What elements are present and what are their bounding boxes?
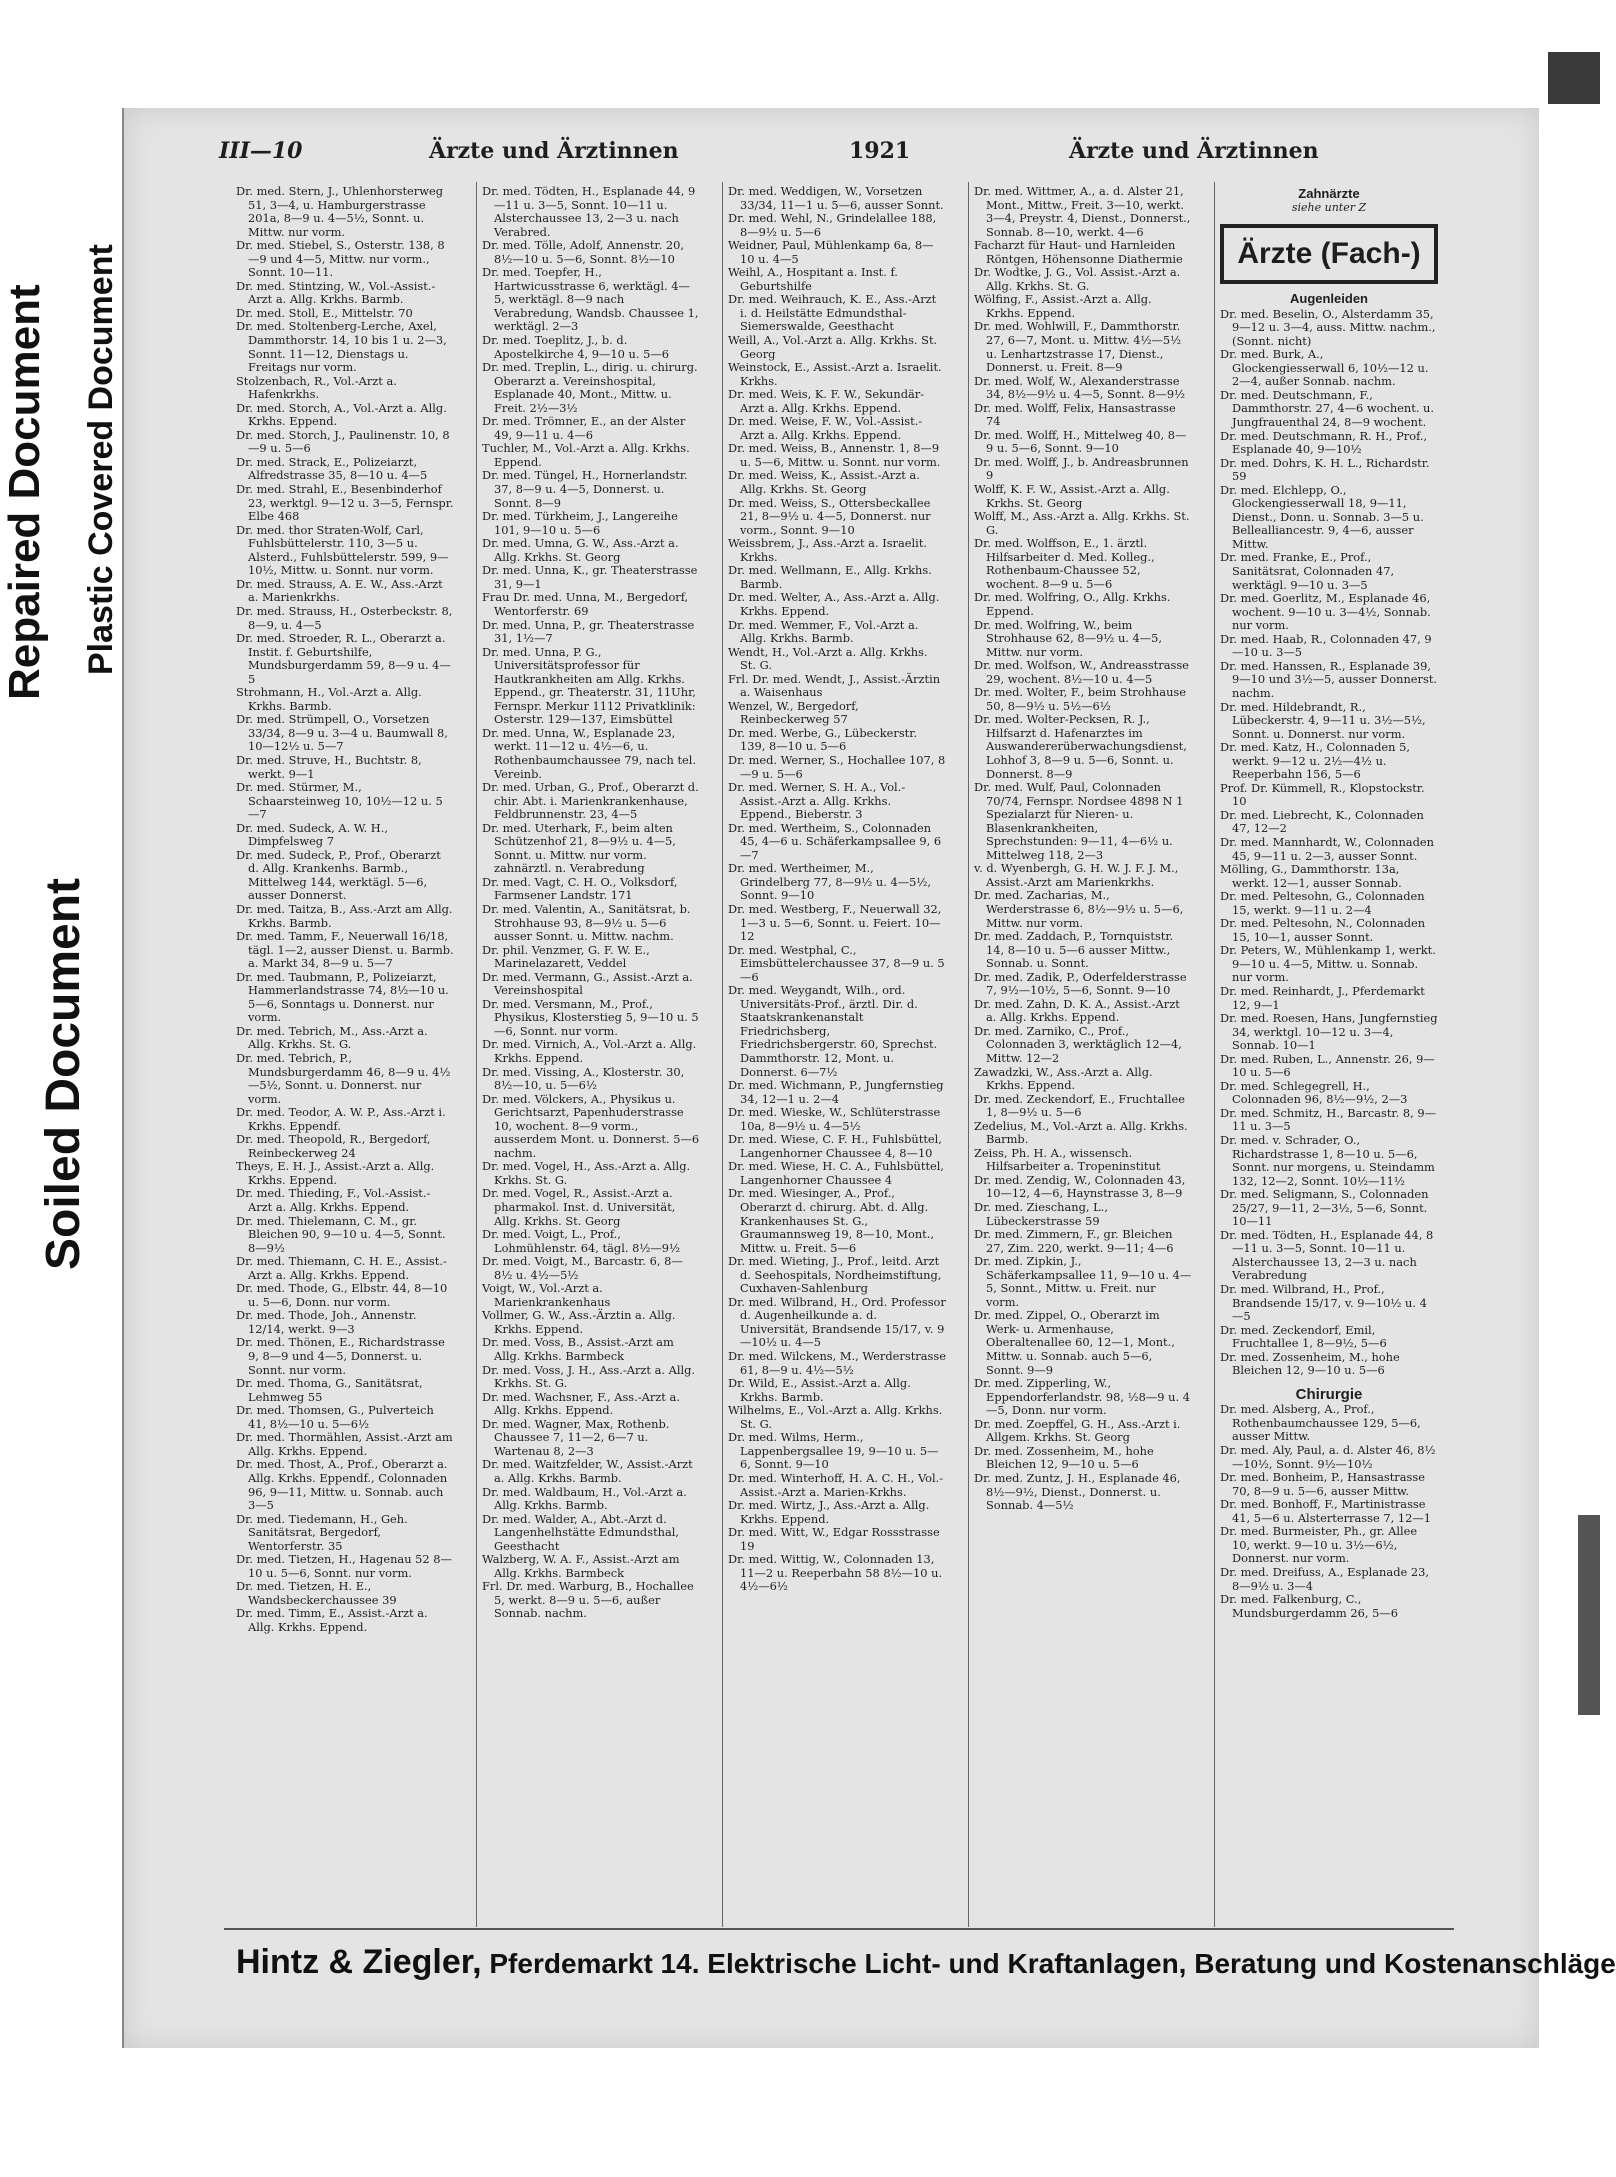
directory-entry: Dr. med. Tebrich, P., Mundsburgerdamm 46, 8—9 u. 4½—5½, Sonnt. u. Donnerst. nur vorm. xyxy=(236,1051,451,1106)
side-label-plastic: Plastic Covered Document xyxy=(82,244,120,675)
directory-entry: Dr. med. Voigt, L., Prof., Lohmühlenstr. 64, tägl. 8½—9½ xyxy=(482,1227,681,1255)
directory-entry: Dr. med. Liebrecht, K., Colonnaden 47, 12—2 xyxy=(1220,807,1424,836)
directory-entry: Dr. med. Tüngel, H., Hornerlandstr. 37, 8—9 u. 4—5, Donnerst. u. Sonnt. 8—9 xyxy=(482,468,688,510)
directory-entry: Dr. med. Valentin, A., Sanitätsrat, b. Strohhause 93, 8—9½ u. 5—6 ausser Sonnt. u. Mittw. nachm. xyxy=(482,901,691,944)
directory-entry: Dr. med. Tiedemann, H., Geh. Sanitätsrat, Bergedorf, Wentorferstr. 35 xyxy=(236,1511,408,1553)
page-number: III—10 xyxy=(219,138,303,164)
directory-entry: Dr. med. Unna, P., gr. Theaterstrasse 31, 1½—7 xyxy=(482,617,695,646)
directory-entry: Dr. med. Deutschmann, F., Dammthorstr. 27, 4—6 wochent. u. Jungfrauenthal 24, 8—9 wochent. xyxy=(1220,387,1435,430)
directory-entry: Dr. med. Türkheim, J., Langereihe 101, 9—10 u. 5—6 xyxy=(482,509,678,537)
directory-entry: Dr. med. Weise, F. W., Vol.-Assist.-Arzt a. Allg. Krkhs. Eppend. xyxy=(728,414,923,442)
directory-entry: Dr. med. Wolter, F., beim Strohhause 50, 8—9½ u. 5½—6½ xyxy=(974,685,1186,713)
directory-entry: Dr. med. Thielemann, C. M., gr. Bleichen 90, 9—10 u. 4—5, Sonnt. 8—9½ xyxy=(236,1213,446,1255)
directory-entry: Dr. med. Wilms, Herm., Lappenbergsallee 19, 9—10 u. 5—6, Sonnt. 9—10 xyxy=(728,1430,939,1472)
directory-entry: Weihl, A., Hospitant a. Inst. f. Geburtshilfe xyxy=(728,265,898,293)
directory-entry: Dr. med. Vogel, R., Assist.-Arzt a. pharmakol. Inst. d. Universität, Allg. Krkhs. St. Georg xyxy=(482,1186,676,1228)
directory-entry: Dr. med. Teodor, A. W. P., Ass.-Arzt i. Krkhs. Eppendf. xyxy=(236,1105,446,1133)
directory-entry: Dr. med. Theopold, R., Bergedorf, Reinbeckerweg 24 xyxy=(236,1132,431,1160)
directory-entry: Dr. med. Völckers, A., Physikus u. Gerichtsarzt, Papenhuderstrasse 10, wochent. 8—9 vorm., ausserdem Mont. u. Donnerst. 5—6 nachm. xyxy=(482,1091,700,1160)
section-title-zahnaerzte: Zahnärzte xyxy=(1298,186,1360,201)
directory-entry: Dr. med. Tödten, H., Esplanade 44, 9—11 u. 3—5, Sonnt. 10—11 u. Alsterchaussee 13, 2—3 u. nach Verabred. xyxy=(482,184,696,239)
directory-entry: Dr. med. Vagt, C. H. O., Volksdorf, Farmsener Landstr. 171 xyxy=(482,874,678,903)
directory-entry: Dr. med. Wolff, J., b. Andreasbrunnen 9 xyxy=(974,454,1189,483)
directory-entry: Dr. med. Vissing, A., Klosterstr. 30, 8½—10, u. 5—6½ xyxy=(482,1064,685,1093)
directory-entry: Dr. med. Tödten, H., Esplanade 44, 8—11 u. 3—5, Sonnt. 10—11 u. Alsterchaussee 13, 2—3 u. nach Verabredung xyxy=(1220,1227,1434,1283)
directory-entry: Dr. med. Tietzen, H. E., Wandsbeckerchaussee 39 xyxy=(236,1579,397,1607)
directory-entry: Dr. med. Stintzing, W., Vol.-Assist.-Arzt a. Allg. Krkhs. Barmb. xyxy=(236,278,436,307)
directory-entry: Dr. med. Aly, Paul, a. d. Alster 46, 8½—10½, Sonnt. 9½—10½ xyxy=(1220,1443,1436,1471)
directory-entry: Weissbrem, J., Ass.-Arzt a. Israelit. Krkhs. xyxy=(728,536,928,564)
directory-entry: Dr. med. Dreifuss, A., Esplanade 23, 8—9½ u. 3—4 xyxy=(1220,1564,1429,1593)
directory-entry: Weidner, Paul, Mühlenkamp 6a, 8—10 u. 4—5 xyxy=(728,238,934,266)
directory-entry: Dr. med. Zieschang, L., Lübeckerstrasse 59 xyxy=(974,1200,1108,1228)
directory-entry: Dr. med. Voigt, M., Barcastr. 6, 8—8½ u. 4½—5½ xyxy=(482,1254,683,1282)
running-head-right: Ärzte und Ärztinnen xyxy=(1069,138,1319,164)
directory-entry: Dr. med. Treplin, L., dirig. u. chirurg. Oberarzt a. Vereinshospital, Esplanade 40, Mont., Mittw. u. Freit. 2½—3½ xyxy=(482,360,698,415)
directory-entry: Voigt, W., Vol.-Arzt a. Marienkrankenhaus xyxy=(482,1281,611,1309)
directory-entry: Dr. med. Stoltenberg-Lerche, Axel, Dammthorstr. 14, 10 bis 1 u. 2—3, Sonnt. 11—12, Dienstags u. Freitags nur vorm. xyxy=(236,319,447,375)
directory-entry: Weill, A., Vol.-Arzt a. Allg. Krkhs. St. Georg xyxy=(728,333,938,361)
directory-entry: Dr. med. Weiss, K., Assist.-Arzt a. Allg. Krkhs. St. Georg xyxy=(728,468,920,497)
directory-entry: Dr. med. Thode, Joh., Annenstr. 12/14, werkt. 9—3 xyxy=(236,1308,417,1336)
chirurgie-list xyxy=(1220,1403,1438,1620)
directory-entry: Dr. med. Unna, P. G., Universitätsprofessor für Hautkrankheiten am Allg. Krkhs. Eppend., gr. Theaterstr. 31, 11Uhr, Fernspr. Merkur 1112 Privatklinik: Osterstr. 129—137, Eimsbüttel xyxy=(482,644,696,727)
directory-entry: Dr. med. Wolf, W., Alexanderstrasse 34, 8½—9½ u. 4—5, Sonnt. 8—9½ xyxy=(974,373,1186,402)
directory-entry: Dr. med. Toepfer, H., Hartwicusstrasse 6, werktägl. 4—5, werktägl. 8—9 nach Verabredung, Wandsb. Chaussee 1, werktägl. 2—3 xyxy=(482,265,699,334)
directory-entry: Dr. med. Bonhoff, F., Martinistrasse 41, 5—6 u. Alsterterrasse 7, 12—1 xyxy=(1220,1497,1431,1525)
directory-entry: Dr. med. Stiebel, S., Osterstr. 138, 8—9 und 4—5, Mittw. nur vorm., Sonnt. 10—11. xyxy=(236,238,445,280)
directory-entry: Dr. med. Weiss, S., Ottersbeckallee 21, 8—9½ u. 4—5, Donnerst. nur vorm., Sonnt. 9—10 xyxy=(728,495,931,537)
directory-entry: Dr. med. Zossenheim, M., hohe Bleichen 12, 9—10 u. 5—6 xyxy=(1220,1349,1400,1378)
directory-entry: Dr. med. Stürmer, M., Schaarsteinweg 10, 10½—12 u. 5—7 xyxy=(236,780,443,822)
directory-entry: Dr. med. thor Straten-Wolf, Carl, Fuhlsbüttelerstr. 110, 3—5 u. Alsterd., Fuhlsbüttelerstr. 599, 9—10½, Mittw. u. Sonnt. nur vorm. xyxy=(236,522,449,578)
directory-entry: Dr. med. Thormählen, Assist.-Arzt am Allg. Krkhs. Eppend. xyxy=(236,1430,453,1458)
directory-entry: Dr. med. Voss, B., Assist.-Arzt am Allg. Krkhs. Barmbeck xyxy=(482,1335,674,1364)
directory-entry: Dr. med. Wilbrand, H., Prof., Brandsende 15/17, v. 9—10½ u. 4—5 xyxy=(1220,1282,1427,1324)
directory-entry: Dr. med. Zaddach, P., Tornquiststr. 14, 8—10 u. 5—6 ausser Mittw., Sonnab. u. Sonnt. xyxy=(974,929,1174,971)
directory-column-3 xyxy=(728,185,946,1594)
directory-entry: Facharzt für Haut- und Harnleiden Röntgen, Höhensonne Diathermie xyxy=(974,238,1183,266)
directory-entry: Dr. med. Sudeck, A. W. H., Dimpfelsweg 7 xyxy=(236,820,388,849)
directory-entry: Dr. med. Seligmann, S., Colonnaden 25/27, 9—11, 2—3½, 5—6, Sonnt. 10—11 xyxy=(1220,1187,1429,1229)
directory-entry: Dr. med. Wertheim, S., Colonnaden 45, 4—6 u. Schäferkampsallee 9, 6—7 xyxy=(728,820,942,862)
directory-entry: Dr. med. Taubmann, P., Polizeiarzt, Hammerlandstrasse 74, 8½—10 u. 5—6, Sonntags u. Donnerst. nur vorm. xyxy=(236,969,449,1025)
directory-entry: Zeiss, Ph. H. A., wissensch. Hilfsarbeiter a. Tropeninstitut xyxy=(974,1145,1161,1174)
directory-entry: Dr. phil. Venzmer, G. F. W. E., Marinelazarett, Veddel xyxy=(482,942,650,971)
directory-entry: Dr. med. Weihrauch, K. E., Ass.-Arzt i. d. Heilstätte Edmundsthal-Siemerswalde, Geesthacht xyxy=(728,292,937,334)
directory-entry: Dr. med. Wolter-Pecksen, R. J., Hilfsarzt d. Hafenarztes im Auswandererüberwachungsdienst, Lohhof 3, 8—9 u. 5—6, Sonnt. u. Donnerst. 8—9 xyxy=(974,712,1187,781)
directory-entry: Dr. med. Wolff, H., Mittelweg 40, 8—9 u. 5—6, Sonnt. 9—10 xyxy=(974,427,1187,456)
directory-entry: Dr. med. Weddigen, W., Vorsetzen 33/34, 11—1 u. 5—6, ausser Sonnt. xyxy=(728,184,944,212)
directory-entry: Dr. med. Wilckens, M., Werderstrasse 61, 8—9 u. 4½—5½ xyxy=(728,1349,946,1377)
directory-entry: Dr. med. Walder, A., Abt.-Arzt d. Langenhelhstätte Edmundsthal, Geesthacht xyxy=(482,1511,680,1553)
directory-entry: Strohmann, H., Vol.-Arzt a. Allg. Krkhs. Barmb. xyxy=(236,685,422,713)
directory-entry: Dr. med. Thomsen, G., Pulverteich 41, 8½—10 u. 5—6½ xyxy=(236,1403,434,1431)
directory-entry: Dr. med. Tietzen, H., Hagenau 52 8—10 u. 5—6, Sonnt. nur vorm. xyxy=(236,1552,452,1580)
directory-entry: Dr. med. Unna, K., gr. Theaterstrasse 31, 9—1 xyxy=(482,563,698,591)
directory-entry: Dr. Wodtke, J. G., Vol. Assist.-Arzt a. Allg. Krkhs. St. G. xyxy=(974,265,1181,293)
directory-entry: Dr. med. Tebrich, M., Ass.-Arzt a. Allg. Krkhs. St. G. xyxy=(236,1023,428,1052)
directory-entry: Dr. med. Virnich, A., Vol.-Arzt a. Allg. Krkhs. Eppend. xyxy=(482,1037,697,1065)
directory-entry: Frl. Dr. med. Wendt, J., Assist.-Ärztin a. Waisenhaus xyxy=(728,671,941,700)
subsection-chirurgie: Chirurgie xyxy=(1295,1385,1363,1403)
directory-entry: Dr. Peters, W., Mühlenkamp 1, werkt. 9—10 u. 4—5, Mittw. u. Sonnab. nur vorm. xyxy=(1220,943,1436,985)
directory-entry: Dr. med. Wolff, Felix, Hansastrasse 74 xyxy=(974,400,1176,429)
directory-entry: Dr. med. Wiese, C. F. H., Fuhlsbüttel, Langenhorner Chaussee 4, 8—10 xyxy=(728,1132,942,1160)
directory-entry: Dr. med. Wolfson, W., Andreasstrasse 29, wochent. 8½—10 u. 4—5 xyxy=(974,658,1189,686)
directory-entry: Dr. med. Zeckendorf, E., Fruchtallee 1, 8—9½ u. 5—6 xyxy=(974,1091,1186,1120)
directory-entry: Dr. med. Thönen, E., Richardstrasse 9, 8—9 und 4—5, Donnerst. u. Sonnt. nur vorm. xyxy=(236,1335,445,1377)
directory-entry: Dr. med. Wilbrand, H., Ord. Professor d. Augenheilkunde a. d. Universität, Brandsende 15/17, v. 9—10½ u. 4—5 xyxy=(728,1294,946,1350)
directory-entry: Dr. med. Schlegegrell, H., Colonnaden 96, 8½—9½, 2—3 xyxy=(1220,1078,1408,1107)
directory-entry: Dr. med. Beselin, O., Alsterdamm 35, 9—12 u. 3—4, auss. Mittw. nachm., (Sonnt. nicht) xyxy=(1220,306,1436,348)
advertisement-footer xyxy=(236,1943,1616,1987)
directory-entry: Wölfing, F., Assist.-Arzt a. Allg. Krkhs. Eppend. xyxy=(974,292,1152,320)
directory-entry: Dr. med. Burk, A., Glockengiesserwall 6, 10½—12 u. 2—4, außer Sonnab. nachm. xyxy=(1220,347,1429,389)
directory-entry: Dr. med. Wehl, N., Grindelallee 188, 8—9½ u. 5—6 xyxy=(728,211,937,239)
directory-entry: Walzberg, W. A. F., Assist.-Arzt am Allg. Krkhs. Barmbeck xyxy=(482,1552,680,1580)
directory-entry: Dr. med. Wertheimer, M., Grindelberg 77, 8—9½ u. 4—5½, Sonnt. 9—10 xyxy=(728,861,931,903)
directory-entry: Zedelius, M., Vol.-Arzt a. Allg. Krkhs. Barmb. xyxy=(974,1118,1188,1147)
directory-entry: Dr. med. Franke, E., Prof., Sanitätsrat, Colonnaden 47, werktägl. 9—10 u. 3—5 xyxy=(1220,550,1395,592)
directory-entry: Dr. med. Wohlwill, F., Dammthorstr. 27, 6—7, Mont. u. Mittw. 4½—5½ u. Lenhartzstrasse 17, Dienst., Donnerst. u. Freit. 8—9 xyxy=(974,319,1182,375)
directory-entry: Dr. med. Vogel, H., Ass.-Arzt a. Allg. Krkhs. St. G. xyxy=(482,1159,691,1187)
directory-entry: Dr. med. Zeckendorf, Emil, Fruchtallee 1, 8—9½, 5—6 xyxy=(1220,1322,1387,1351)
directory-entry: v. d. Wyenbergh, G. H. W. J. F. J. M., Assist.-Arzt am Marienkrkhs. xyxy=(974,861,1179,889)
directory-entry: Dr. med. Stern, J., Uhlenhorsterweg 51, 3—4, u. Hamburgerstrasse 201a, 8—9 u. 4—5½, Sonnt. u. Mittw. nur vorm. xyxy=(236,184,444,239)
directory-entry: Tuchler, M., Vol.-Arzt a. Allg. Krkhs. Eppend. xyxy=(482,441,690,469)
directory-entry: Dr. med. Werbe, G., Lübeckerstr. 139, 8—10 u. 5—6 xyxy=(728,725,918,754)
corner-mark xyxy=(1548,52,1600,104)
directory-entry: Dr. med. Thost, A., Prof., Oberarzt a. Allg. Krkhs. Eppendf., Colonnaden 96, 9—11, Mittw. u. Sonnab. auch 3—5 xyxy=(236,1457,448,1513)
directory-entry: Dr. med. Bonheim, P., Hansastrasse 70, 8—9 u. 5—6, ausser Mittw. xyxy=(1220,1470,1425,1498)
directory-column-2 xyxy=(482,185,700,1621)
directory-entry: Dr. med. Burmeister, Ph., gr. Allee 10, werkt. 9—10 u. 3½—6½, Donnerst. nur vorm. xyxy=(1220,1524,1418,1566)
column-divider xyxy=(476,182,477,1927)
directory-entry: Dr. med. Uterhark, F., beim alten Schützenhof 21, 8—9½ u. 4—5, Sonnt. u. Mittw. nur vorm. zahnärztl. n. Verabredung xyxy=(482,820,676,876)
directory-entry: Dr. med. Wulf, Paul, Colonnaden 70/74, Fernspr. Nordsee 4898 N 1 Spezialarzt für Nieren- u. Blasenkrankheiten, Sprechstunden: 9—11, 4—6½ u. Mittelweg 118, 2—3 xyxy=(974,780,1184,862)
directory-entry: Dr. med. Wieting, J., Prof., leitd. Arzt d. Seehospitals, Nordheimstiftung, Cuxhaven-Sahlenburg xyxy=(728,1254,942,1296)
directory-entry: Dr. med. Hanssen, R., Esplanade 39, 9—10 und 3½—5, ausser Donnerst. nachm. xyxy=(1220,658,1438,700)
directory-entry: Dr. Wild, E., Assist.-Arzt a. Allg. Krkhs. Barmb. xyxy=(728,1376,911,1404)
directory-entry: Dr. med. Zimmern, F., gr. Bleichen 27, Zim. 220, werkt. 9—11; 4—6 xyxy=(974,1227,1174,1255)
column-divider xyxy=(722,182,723,1927)
directory-entry: Dr. med. Schmitz, H., Barcastr. 8, 9—11 u. 3—5 xyxy=(1220,1105,1436,1134)
directory-entry: Dr. med. Alsberg, A., Prof., Rothenbaumchaussee 129, 5—6, ausser Mittw. xyxy=(1220,1402,1421,1444)
directory-entry: Dr. med. Strümpell, O., Vorsetzen 33/34, 8—9 u. 3—4 u. Baumwall 8, 10—12½ u. 5—7 xyxy=(236,712,448,754)
directory-entry: Dr. med. Wichmann, P., Jungfernstieg 34, 12—1 u. 2—4 xyxy=(728,1078,944,1106)
directory-entry: Zawadzki, W., Ass.-Arzt a. Allg. Krkhs. Eppend. xyxy=(974,1064,1153,1093)
directory-entry: Dr. med. Thieding, F., Vol.-Assist.-Arzt a. Allg. Krkhs. Eppend. xyxy=(236,1186,431,1215)
side-label-repaired: Repaired Document xyxy=(0,284,49,700)
directory-entry: Dr. med. Thode, G., Elbstr. 44, 8—10 u. 5—6, Donn. nur vorm. xyxy=(236,1281,448,1309)
scanned-page xyxy=(122,108,1616,2048)
directory-entry: Dr. med. Strauss, H., Osterbeckstr. 8, 8—9, u. 4—5 xyxy=(236,603,453,632)
directory-entry: Dr. med. Strahl, E., Besenbinderhof 23, werktgl. 9—12 u. 3—5, Fernspr. Elbe 468 xyxy=(236,482,454,524)
directory-entry: Dr. med. Struve, H., Buchtstr. 8, werkt. 9—1 xyxy=(236,752,422,781)
column-divider xyxy=(968,182,969,1927)
directory-entry: Dr. med. Wemmer, F., Vol.-Arzt a. Allg. Krkhs. Barmb. xyxy=(728,617,919,646)
directory-entry: Dr. med. Wagner, Max, Rothenb. Chaussee 7, 11—2, 6—7 u. Wartenau 8, 2—3 xyxy=(482,1416,670,1458)
directory-entry: Dr. med. Unna, W., Esplanade 23, werkt. 11—12 u. 4½—6, u. Rothenbaumchaussee 79, nach tel. Vereinb. xyxy=(482,725,697,781)
directory-entry: Mölling, G., Dammthorstr. 13a, werkt. 12—1, ausser Sonnab. xyxy=(1220,862,1402,890)
directory-entry: Dr. med. Haab, R., Colonnaden 47, 9—10 u. 3—5 xyxy=(1220,631,1432,660)
directory-entry: Dr. med. v. Schrader, O., Richardstrasse 1, 8—10 u. 5—6, Sonnt. nur morgens, u. Steindamm 132, 12—2, Sonnt. 10½—11½ xyxy=(1220,1133,1435,1188)
directory-entry: Vollmer, G. W., Ass.-Ärztin a. Allg. Krkhs. Eppend. xyxy=(482,1308,676,1336)
directory-entry: Dr. med. Katz, H., Colonnaden 5, werkt. 9—12 u. 2½—4½ u. Reeperbahn 156, 5—6 xyxy=(1220,740,1410,782)
directory-entry: Dr. med. Wellmann, E., Allg. Krkhs. Barmb. xyxy=(728,563,932,591)
directory-entry: Dr. med. Wiese, H. C. A., Fuhlsbüttel, Langenhorner Chaussee 4 xyxy=(728,1159,945,1187)
running-head-year: 1921 xyxy=(849,138,911,164)
directory-entry: Dr. med. Vermann, G., Assist.-Arzt a. Vereinshospital xyxy=(482,969,693,998)
directory-entry: Dr. med. Zipkin, J., Schäferkampsallee 11, 9—10 u. 4—5, Sonnt., Mittw. u. Freit. nur vorm. xyxy=(974,1254,1192,1309)
directory-entry: Stolzenbach, R., Vol.-Arzt a. Hafenkrkhs. xyxy=(236,373,397,402)
directory-entry: Dr. med. Zoepffel, G. H., Ass.-Arzt i. Allgem. Krkhs. St. Georg xyxy=(974,1416,1181,1445)
directory-entry: Dr. med. Sudeck, P., Prof., Oberarzt d. Allg. Krankenhs. Barmb., Mittelweg 144, werktägl. 5—6, ausser Donnerst. xyxy=(236,847,441,903)
directory-entry: Dr. med. Mannhardt, W., Colonnaden 45, 9—11 u. 2—3, ausser Sonnt. xyxy=(1220,834,1434,863)
directory-entry: Wenzel, W., Bergedorf, Reinbeckerweg 57 xyxy=(728,698,859,727)
directory-entry: Dr. med. Wachsner, F., Ass.-Arzt a. Allg. Krkhs. Eppend. xyxy=(482,1389,680,1418)
directory-entry: Dr. med. Wittig, W., Colonnaden 13, 11—2 u. Reeperbahn 58 8½—10 u. 4½—6½ xyxy=(728,1552,943,1594)
subsection-augenleiden: Augenleiden xyxy=(1289,291,1368,307)
side-label-soiled: Soiled Document xyxy=(37,877,90,1270)
directory-entry: Wolff, M., Ass.-Arzt a. Allg. Krkhs. St. G. xyxy=(974,509,1190,537)
directory-entry: Dr. med. Storch, A., Vol.-Arzt a. Allg. Krkhs. Eppend. xyxy=(236,400,447,429)
directory-column-1 xyxy=(236,185,454,1635)
directory-entry: Dr. med. Zossenheim, M., hohe Bleichen 12, 9—10 u. 5—6 xyxy=(974,1443,1154,1472)
directory-entry: Dr. med. Stoll, E., Mittelstr. 70 xyxy=(236,305,413,320)
directory-entry: Dr. med. Wolffson, E., 1. ärztl. Hilfsarbeiter d. Med. Kolleg., Rothenbaum-Chaussee 52, wochent. 8—9 u. 5—6 xyxy=(974,536,1155,591)
directory-entry: Dr. med. Hildebrandt, R., Lübeckerstr. 4, 9—11 u. 3½—5½, Sonnt. u. Donnerst. nur vorm. xyxy=(1220,699,1426,741)
directory-entry: Wolff, K. F. W., Assist.-Arzt a. Allg. Krkhs. St. Georg xyxy=(974,482,1170,510)
directory-entry: Dr. med. Thoma, G., Sanitätsrat, Lehmweg 55 xyxy=(236,1376,423,1404)
directory-entry: Dr. med. Tamm, F., Neuerwall 16/18, tägl. 1—2, ausser Dienst. u. Barmb. a. Markt 34, 8—9 u. 5—7 xyxy=(236,929,454,971)
directory-entry: Dr. med. Zarniko, C., Prof., Colonnaden 3, werktäglich 12—4, Mittw. 12—2 xyxy=(974,1023,1182,1065)
directory-entry: Dr. med. Wiesinger, A., Prof., Oberarzt d. chirurg. Abt. d. Allg. Krankenhauses St. G., Graumannsweg 19, 8—10, Mont., Mittw. u. Freit. 5—6 xyxy=(728,1186,934,1255)
directory-entry: Dr. med. Zadik, P., Oderfelderstrasse 7, 9½—10½, 5—6, Sonnt. 9—10 xyxy=(974,969,1187,998)
directory-entry: Dr. med. Westphal, C., Eimsbüttelerchaussee 37, 8—9 u. 5—6 xyxy=(728,942,945,984)
directory-entry: Dr. med. Westberg, F., Neuerwall 32, 1—3 u. 5—6, Sonnt. u. Feiert. 10—12 xyxy=(728,901,942,944)
directory-entry: Dr. med. Ruben, L., Annenstr. 26, 9—10 u. 5—6 xyxy=(1220,1051,1435,1080)
directory-entry: Frl. Dr. med. Warburg, B., Hochallee 5, werkt. 8—9 u. 5—6, außer Sonnab. nachm. xyxy=(482,1579,694,1621)
directory-entry: Dr. med. Umna, G. W., Ass.-Arzt a. Allg. Krkhs. St. Georg xyxy=(482,536,679,564)
directory-entry: Dr. med. Zendig, W., Colonnaden 43, 10—12, 4—6, Haynstrasse 3, 8—9 xyxy=(974,1172,1186,1201)
directory-entry: Dr. med. Wirtz, J., Ass.-Arzt a. Allg. Krkhs. Eppend. xyxy=(728,1498,930,1526)
section-box-fachaerzte: Ärzte (Fach-) xyxy=(1220,224,1438,284)
directory-entry: Dr. med. Deutschmann, R. H., Prof., Esplanade 40, 9—10½ xyxy=(1220,428,1428,457)
directory-entry: Dr. med. Dohrs, K. H. L., Richardstr. 59 xyxy=(1220,455,1430,484)
column-divider xyxy=(1214,182,1215,1927)
directory-entry: Dr. med. Urban, G., Prof., Oberarzt d. chir. Abt. i. Marienkrankenhause, Feldbrunnenstr. 23, 4—5 xyxy=(482,780,699,822)
directory-entry: Dr. med. Weiss, B., Annenstr. 1, 8—9 u. 5—6, Mittw. u. Sonnt. nur vorm. xyxy=(728,441,941,469)
directory-entry: Dr. med. Waitzfelder, W., Assist.-Arzt a. Allg. Krkhs. Barmb. xyxy=(482,1457,693,1485)
directory-entry: Dr. med. Zipperling, W., Eppendorferlandstr. 98, ½8—9 u. 4—5, Donn. nur vorm. xyxy=(974,1376,1190,1418)
directory-entry: Dr. med. Storch, J., Paulinenstr. 10, 8—9 u. 5—6 xyxy=(236,427,450,456)
directory-entry: Dr. med. Taitza, B., Ass.-Arzt am Allg. Krkhs. Barmb. xyxy=(236,901,453,930)
directory-entry: Dr. med. Weygandt, Wilh., ord. Universitäts-Prof., ärztl. Dir. d. Staatskrankenanstalt Friedrichsberg, Friedrichsbergerstr. 60, Sprechst. Dammthorstr. 12, Mont. u. Donnerst. 6—7½ xyxy=(728,983,938,1079)
section-crossref: siehe unter Z xyxy=(1291,200,1367,214)
directory-entry: Dr. med. Thiemann, C. H. E., Assist.-Arzt a. Allg. Krkhs. Eppend. xyxy=(236,1254,447,1282)
directory-entry: Dr. med. Reinhardt, J., Pferdemarkt 12, 9—1 xyxy=(1220,983,1425,1012)
directory-entry: Dr. med. Winterhoff, H. A. C. H., Vol.-Assist.-Arzt a. Marien-Krkhs. xyxy=(728,1470,944,1499)
directory-entry: Dr. med. Toeplitz, J., b. d. Apostelkirche 4, 9—10 u. 5—6 xyxy=(482,333,669,361)
directory-entry: Dr. med. Zahn, D. K. A., Assist.-Arzt a. Allg. Krkhs. Eppend. xyxy=(974,996,1180,1025)
directory-entry: Wendt, H., Vol.-Arzt a. Allg. Krkhs. St. G. xyxy=(728,644,928,673)
directory-entry: Dr. med. Wolfring, W., beim Strohhause 62, 8—9½ u. 4—5, Mittw. nur vorm. xyxy=(974,617,1163,659)
directory-entry: Dr. med. Tölle, Adolf, Annenstr. 20, 8½—10 u. 5—6, Sonnt. 8½—10 xyxy=(482,238,684,266)
directory-column-5 xyxy=(1220,185,1438,1620)
directory-entry: Dr. med. Wieske, W., Schlüterstrasse 10a, 8—9½ u. 4—5½ xyxy=(728,1105,941,1133)
footer-rule xyxy=(224,1928,1454,1930)
directory-entry: Dr. med. Timm, E., Assist.-Arzt a. Allg. Krkhs. Eppend. xyxy=(236,1606,428,1634)
directory-entry: Dr. med. Waldbaum, H., Vol.-Arzt a. Allg. Krkhs. Barmb. xyxy=(482,1484,687,1513)
directory-entry: Dr. med. Zippel, O., Oberarzt im Werk- u. Armenhause, Oberaltenallee 60, 12—1, Mont., Mittw. u. Sonnab. auch 5—6, Sonnt. 9—9 xyxy=(974,1308,1175,1377)
directory-entry: Dr. med. Welter, A., Ass.-Arzt a. Allg. Krkhs. Eppend. xyxy=(728,590,940,618)
directory-entry: Dr. med. Werner, S., Hochallee 107, 8—9 u. 5—6 xyxy=(728,752,946,781)
directory-entry: Dr. med. Peltesohn, N., Colonnaden 15, 10—1, ausser Sonnt. xyxy=(1220,916,1426,944)
augen-list xyxy=(1220,308,1438,1378)
directory-entry: Dr. med. Trömner, E., an der Alster 49, 9—11 u. 4—6 xyxy=(482,414,686,442)
advertisement-firm: Hintz & Ziegler, xyxy=(236,1943,482,1981)
page-header xyxy=(219,138,1399,174)
directory-entry: Dr. med. Werner, S. H. A., Vol.-Assist.-Arzt a. Allg. Krkhs. Eppend., Bieberstr. 3 xyxy=(728,780,906,822)
directory-entry: Dr. med. Roesen, Hans, Jungfernstieg 34, werktgl. 10—12 u. 3—4, Sonnab. 10—1 xyxy=(1220,1011,1438,1053)
directory-entry: Dr. med. Voss, J. H., Ass.-Arzt a. Allg. Krkhs. St. G. xyxy=(482,1362,696,1391)
directory-entry: Dr. med. Goerlitz, M., Esplanade 46, wochent. 9—10 u. 3—4½, Sonnab. nur vorm. xyxy=(1220,591,1431,633)
directory-entry: Dr. med. Strack, E., Polizeiarzt, Alfredstrasse 35, 8—10 u. 4—5 xyxy=(236,454,428,483)
directory-entry: Dr. med. Stroeder, R. L., Oberarzt a. Instit. f. Geburtshilfe, Mundsburgerdamm 59, 8—9 u. 4—5 xyxy=(236,631,451,686)
directory-entry: Dr. med. Elchlepp, O., Glockengiesserwall 18, 9—11, Dienst., Donn. u. Sonnab. 3—5 u. Bellealliancestr. 9, 4—6, ausser Mittw. xyxy=(1220,482,1424,551)
directory-entry: Dr. med. Peltesohn, G., Colonnaden 15, werkt. 9—11 u. 2—4 xyxy=(1220,889,1425,917)
directory-entry: Dr. med. Zacharias, M., Werderstrasse 6, 8½—9½ u. 5—6, Mittw. nur vorm. xyxy=(974,888,1184,930)
directory-entry: Dr. med. Wolfring, O., Allg. Krkhs. Eppend. xyxy=(974,590,1171,618)
directory-entry: Theys, E. H. J., Assist.-Arzt a. Allg. Krkhs. Eppend. xyxy=(236,1159,435,1187)
directory-entry: Dr. med. Weis, K. F. W., Sekundär-Arzt a. Allg. Krkhs. Eppend. xyxy=(728,387,925,415)
directory-entry: Wilhelms, E., Vol.-Arzt a. Allg. Krkhs. St. G. xyxy=(728,1403,943,1431)
edge-mark xyxy=(1578,1515,1600,1715)
directory-entry: Dr. med. Versmann, M., Prof., Physikus, Klosterstieg 5, 9—10 u. 5—6, Sonnt. nur vorm. xyxy=(482,996,699,1038)
directory-entry: Frau Dr. med. Unna, M., Bergedorf, Wentorferstr. 69 xyxy=(482,590,689,618)
directory-entry: Prof. Dr. Kümmell, R., Klopstockstr. 10 xyxy=(1220,780,1425,809)
running-head-left: Ärzte und Ärztinnen xyxy=(429,138,679,164)
directory-column-4 xyxy=(974,185,1192,1513)
directory-entry: Dr. med. Falkenburg, C., Mundsburgerdamm 26, 5—6 xyxy=(1220,1592,1398,1620)
advertisement-text: Pferdemarkt 14. Elektrische Licht- und Kraftanlagen, Beratung und Kostenanschläge xyxy=(481,1948,1616,1979)
directory-entry: Dr. med. Wittmer, A., a. d. Alster 21, Mont., Mittw., Freit. 3—10, werkt. 3—4, Preystr. 4, Dienst., Donnerst., Sonnab. 8—10, werkt. 4—6 xyxy=(974,184,1191,239)
directory-entry: Dr. med. Zuntz, J. H., Esplanade 46, 8½—9½, Dienst., Donnerst. u. Sonnab. 4—5½ xyxy=(974,1470,1181,1513)
directory-entry: Dr. med. Witt, W., Edgar Rossstrasse 19 xyxy=(728,1525,940,1553)
directory-entry: Dr. med. Strauss, A. E. W., Ass.-Arzt a. Marienkrkhs. xyxy=(236,576,443,605)
directory-entry: Weinstock, E., Assist.-Arzt a. Israelit. Krkhs. xyxy=(728,360,942,388)
